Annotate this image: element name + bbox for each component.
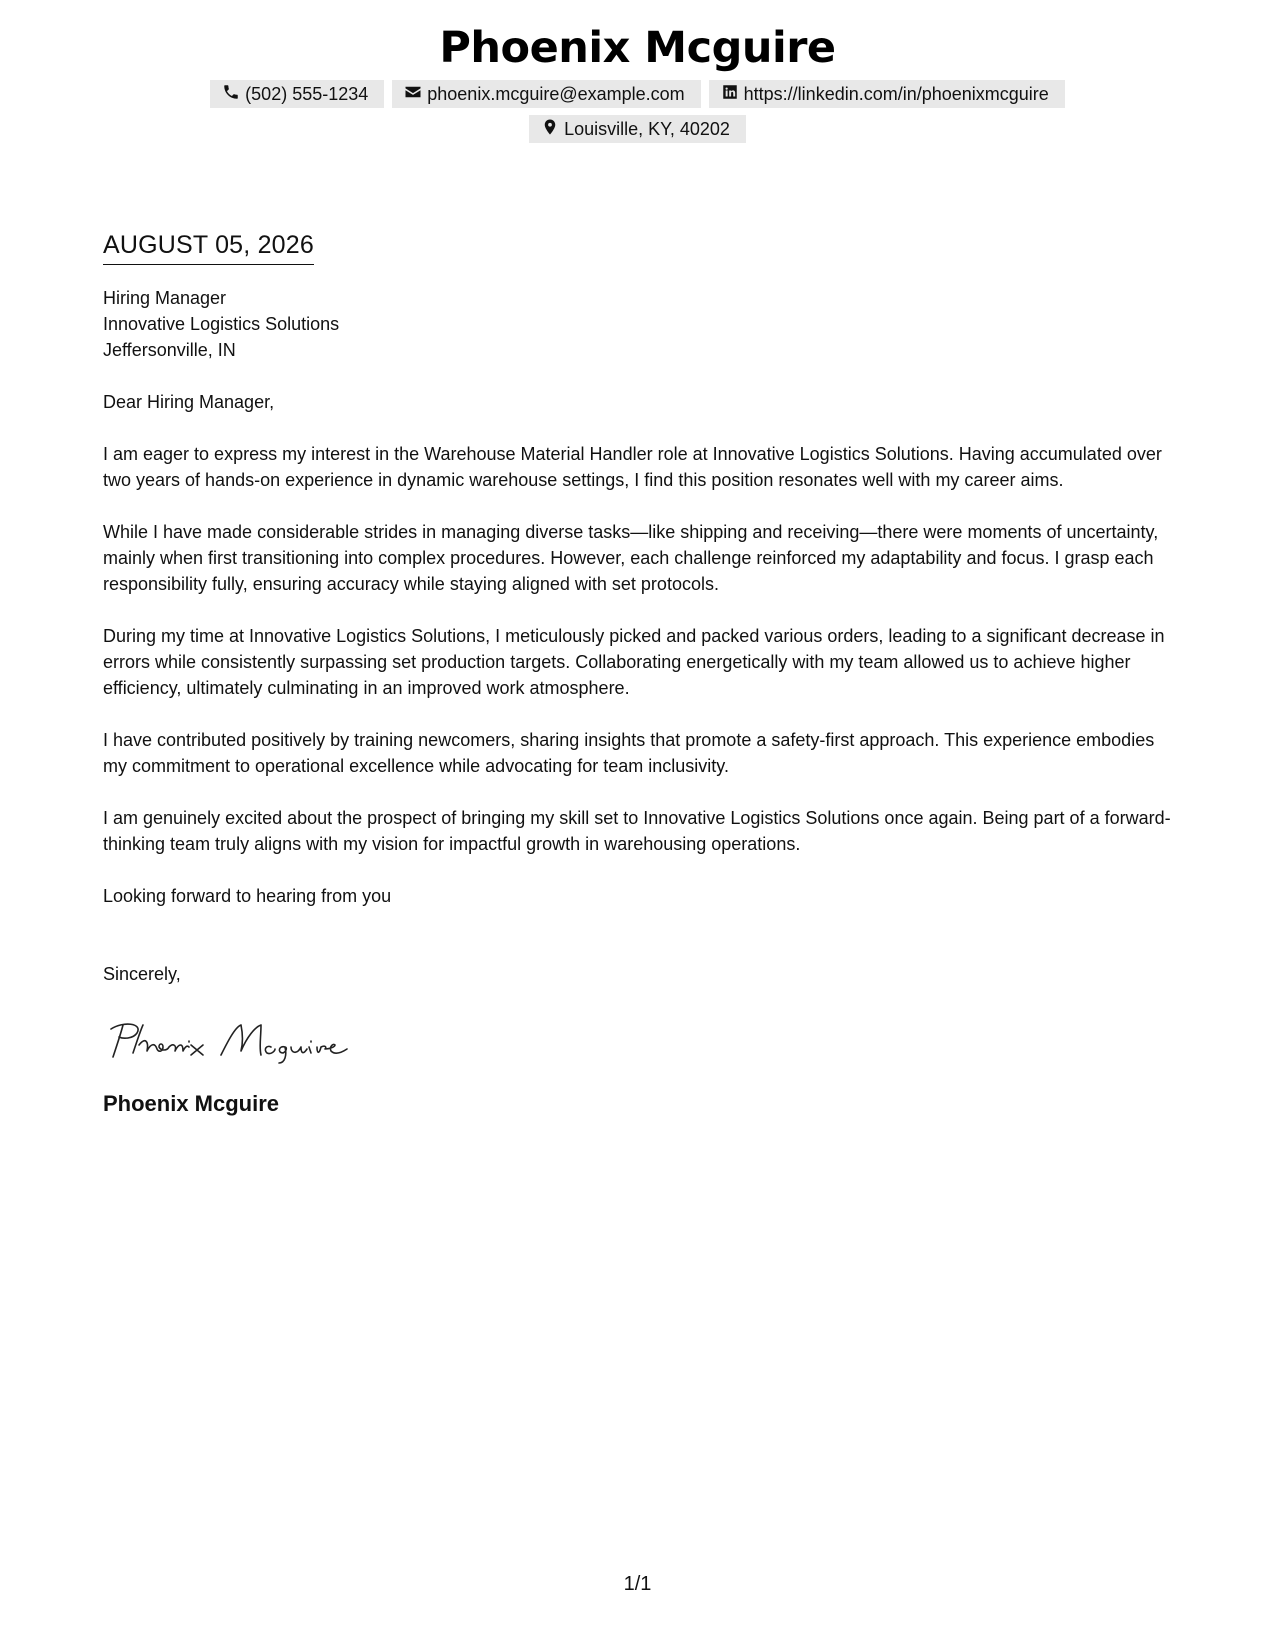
- applicant-name-heading: Phoenix Mcguire: [439, 23, 836, 73]
- phone-chip: [210, 80, 384, 108]
- closing-line: Looking forward to hearing from you: [103, 886, 392, 906]
- paragraph-4: I have contributed positively by training newcomers, sharing insights that promote a safety-first approach. This experience embodies my commitment to operational excellence while advocating for team inclusivity.: [103, 730, 1155, 776]
- paragraph-5: I am genuinely excited about the prospect of bringing my skill set to Innovative Logistics Solutions once again. Being part of a forward-thinking team truly aligns with my vision for impactful growth in warehousing operations.: [103, 808, 1171, 854]
- contact-row-2: [0, 115, 1275, 143]
- signoff: Sincerely,: [103, 964, 181, 984]
- linkedin-chip: [709, 80, 1065, 108]
- letter-body: [103, 228, 1173, 1119]
- email-chip: [392, 80, 700, 108]
- salutation: Dear Hiring Manager,: [103, 392, 275, 412]
- map-pin-icon: [541, 118, 559, 141]
- email-text: phoenix.mcguire@example.com: [427, 83, 685, 104]
- location-chip: [529, 115, 746, 143]
- signer-name: Phoenix Mcguire: [103, 1091, 280, 1116]
- paragraph-1: I am eager to express my interest in the Warehouse Material Handler role at Innovative Logistics Solutions. Having accumulated over two years of hands-on experience in dynamic warehouse settings, I find this position resonates well with my career aims.: [103, 444, 1162, 490]
- contact-row: [0, 80, 1275, 108]
- page-number: 1/1: [623, 1573, 652, 1595]
- paragraph-2: While I have made considerable strides in managing diverse tasks—like shipping and receiving—there were moments of uncertainty, mainly when first transitioning into complex procedures. However, each challenge reinforced my adaptability and focus. I grasp each responsibility fully, ensuring accuracy while staying aligned with set protocols.: [103, 522, 1159, 594]
- phone-icon: [222, 83, 240, 106]
- recipient-company: Innovative Logistics Solutions: [103, 314, 340, 334]
- linkedin-text: https://linkedin.com/in/phoenixmcguire: [743, 83, 1049, 104]
- linkedin-icon: [721, 83, 739, 106]
- paragraph-3: During my time at Innovative Logistics Solutions, I meticulously picked and packed various orders, leading to a significant decrease in errors while consistently surpassing set production targets. Collaborating energetically with my team allowed us to achieve higher efficiency, ultimately culminating in an improved work atmosphere.: [103, 626, 1165, 698]
- letter-date: AUGUST 05, 2026: [103, 228, 314, 265]
- recipient-title: Hiring Manager: [103, 288, 227, 308]
- location-text: Louisville, KY, 40202: [564, 118, 730, 139]
- recipient-block: [103, 285, 1173, 363]
- envelope-icon: [404, 83, 422, 106]
- handwritten-signature: [103, 1017, 1173, 1067]
- phone-text: (502) 555-1234: [245, 83, 369, 104]
- recipient-location: Jeffersonville, IN: [103, 340, 236, 360]
